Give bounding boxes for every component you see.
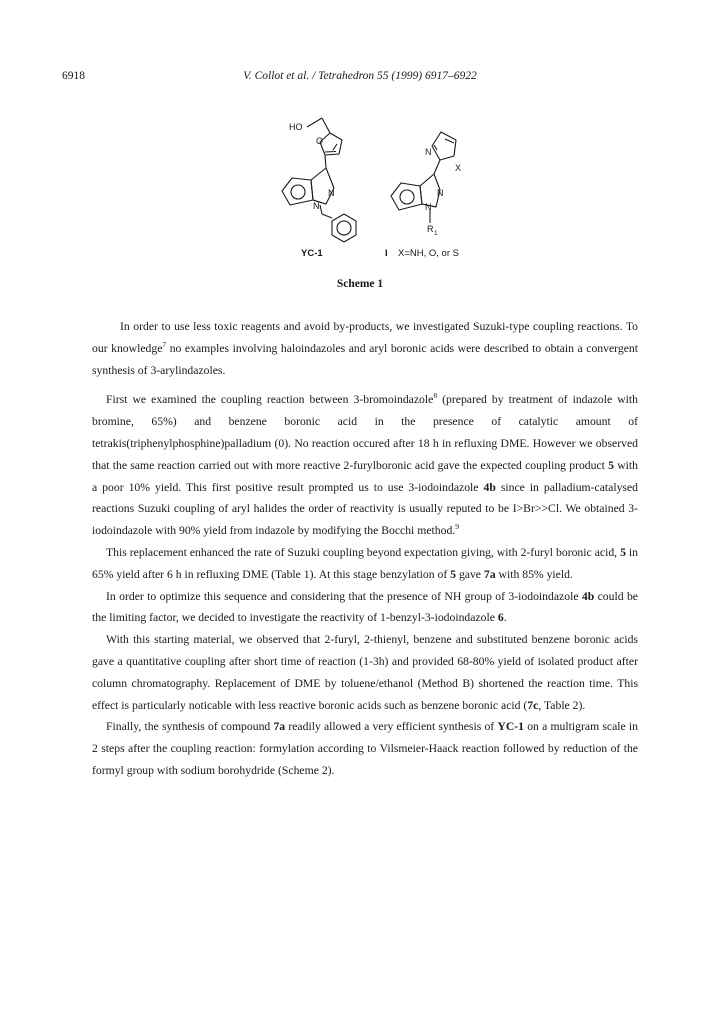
atom-label-n: N	[437, 188, 444, 198]
atom-label-n: N	[425, 202, 432, 212]
paragraph: Finally, the synthesis of compound 7a readily allowed a very efficient synthesis of YC-1 on a multigram scale in 2 steps after the coupling reaction: formylation according to Vilsmeier-Haack reaction followed by reduction of the formyl group with sodium borohydride (Scheme 2).	[92, 720, 638, 777]
paragraph: In order to optimize this sequence and considering that the presence of NH group of 3-iodoindazole 4b could be the limiting factor, we decided to investigate the reactivity of 1-benzyl-3-iodoindazole 6.	[92, 589, 638, 625]
compound-i-description: X=NH, O, or S	[398, 248, 459, 259]
paragraph: First we examined the coupling reaction between 3-bromoindazole$^8$ (prepared by treatment of indazole with bromine, 65%) and benzene boronic acid in the presence of catalytic amount of tetrakis(triphenylphosphine)palladium (0). No reaction occured after 18 h in refluxing DME. However we observed that the same reaction carried out with more reactive 2-furylboronic acid gave the expected coupling product 5 with a poor 10% yield. This first positive result prompted us to use 3-iodoindazole 4b since in palladium-catalysed reactions Suzuki coupling of aryl halides the order of reactivity is usually reputed to be I>Br>>Cl. We obtained 3-iodoindazole with 90% yield from indazole by modifying the Bocchi method.$^9$	[92, 391, 638, 538]
atom-label-n: N	[425, 147, 432, 157]
paragraph: In order to use less toxic reagents and avoid by-products, we investigated Suzuki-type coupling reactions. To our knowledge$^7$ no examples involving haloindazoles and aryl boronic acids were described to obtain a convergent synthesis of 3-arylindazoles.	[92, 320, 638, 377]
atom-label-o: O	[316, 136, 324, 146]
page-number: 6918	[62, 70, 85, 82]
compound-i-structure	[391, 132, 456, 223]
paragraph: With this starting material, we observed that 2-furyl, 2-thienyl, benzene and substituted benzene boronic acids gave a quantitative coupling after short time of reaction (1-3h) and provided 68-80% yield of isolated product after column chromatography. Replacement of DME by toluene/ethanol (Method B) shortened the reaction time. This effect is particularly noticable with less reactive boronic acids such as benzene boronic acid (7c, Table 2).	[92, 633, 638, 712]
atom-label-ho: HO	[289, 122, 303, 132]
atom-label-n: N	[313, 201, 320, 211]
scheme-1-structures	[240, 108, 480, 258]
scheme-caption: Scheme 1	[336, 278, 384, 290]
article-body	[92, 316, 638, 782]
atom-label-n: N	[328, 188, 335, 198]
page-header	[0, 70, 720, 86]
compound-label-i: I	[385, 248, 388, 259]
atom-label-x: X	[455, 163, 462, 173]
atom-label-r: R	[427, 224, 434, 234]
running-head: V. Collot et al. / Tetrahedron 55 (1999) 6917–6922	[243, 70, 477, 82]
atom-subscript-1: 1	[434, 230, 438, 237]
paragraph: This replacement enhanced the rate of Suzuki coupling beyond expectation giving, with 2-furyl boronic acid, 5 in 65% yield after 6 h in refluxing DME (Table 1). At this stage benzylation of 5 gave 7a with 85% yield.	[92, 545, 638, 581]
compound-label-yc1: YC-1	[301, 248, 323, 259]
